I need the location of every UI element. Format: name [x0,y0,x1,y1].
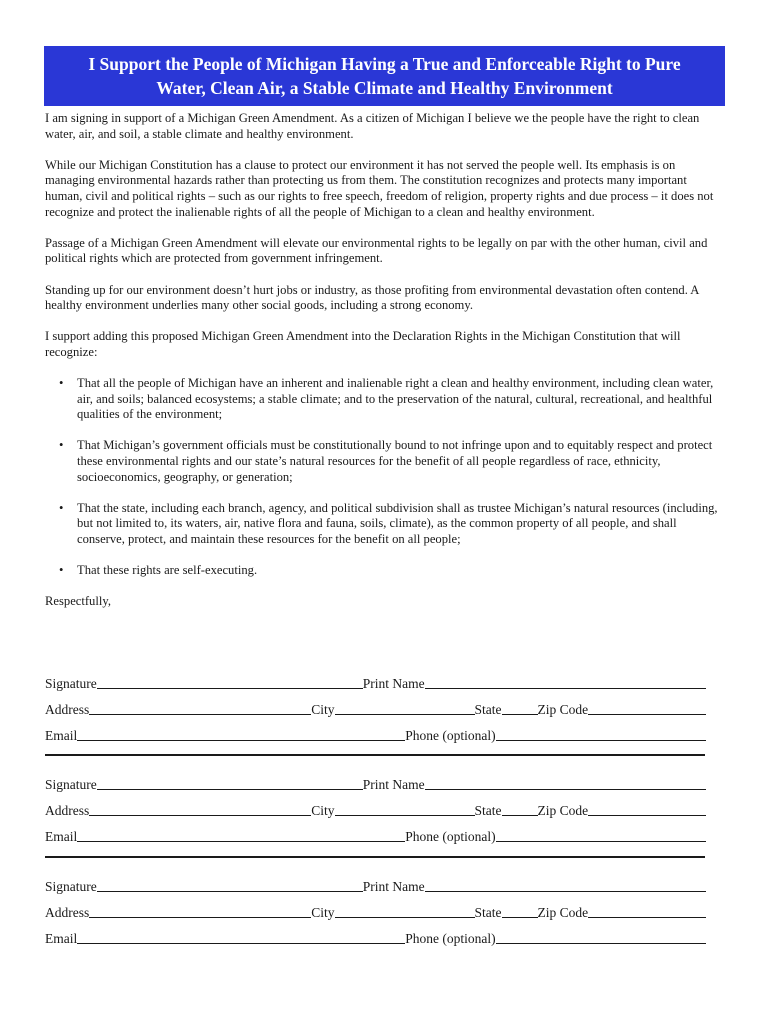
zip-label: Zip Code [537,702,589,717]
signature-block-2 [45,767,706,845]
address-label: Address [45,702,90,717]
signature-block-3 [45,869,706,947]
phone-label: Phone (optional) [405,931,496,946]
zip-field[interactable] [588,904,706,918]
zip-field[interactable] [588,701,706,715]
title-line-1: I Support the People of Michigan Having a True and Enforceable Right to Pure [88,54,681,74]
city-label: City [311,905,335,920]
list-item: • That the state, including each branch, agency, and political subdivision shall as trustee Michigan’s natural resources (including, but not limited to, its waters, air, native flora and fauna, soils, climate), as the common property of all people, and shall conserve, protect, and maintain these resources for the benefit on all people; [77,501,725,548]
list-item: • That these rights are self-executing. [77,563,725,579]
state-field[interactable] [502,701,538,715]
phone-label: Phone (optional) [405,728,496,743]
zip-label: Zip Code [537,803,589,818]
print-name-label: Print Name [362,879,425,894]
city-field[interactable] [335,904,475,918]
signature-label: Signature [45,676,97,691]
petition-body [45,111,725,626]
section-divider [45,754,705,756]
email-field[interactable] [77,828,405,842]
print-name-label: Print Name [362,676,425,691]
city-label: City [311,803,335,818]
print-name-field[interactable] [425,776,706,790]
email-field[interactable] [77,930,405,944]
signature-label: Signature [45,777,97,792]
state-label: State [474,905,502,920]
city-field[interactable] [335,701,475,715]
city-field[interactable] [335,802,475,816]
phone-field[interactable] [496,727,706,741]
rights-list [45,376,725,579]
zip-field[interactable] [588,802,706,816]
list-item: • That all the people of Michigan have an inherent and inalienable right a clean and healthy environment, including clean water, air, and soils; balanced ecosystems; a stable climate; and to the preservation of the natural, cultural, recreational, and healthful qualities of the environment; [77,376,725,423]
email-label: Email [45,829,78,844]
phone-field[interactable] [496,930,706,944]
address-field[interactable] [89,802,311,816]
paragraph-intro: I am signing in support of a Michigan Green Amendment. As a citizen of Michigan I believe we the people have the right to clean water, air, and soil, a stable climate and healthy environment. [45,111,700,141]
signature-field[interactable] [97,675,363,689]
paragraph-economy: Standing up for our environment doesn’t hurt jobs or industry, as those profiting from environmental devastation often contend. A healthy environment underlies many other social goods, including a strong economy. [45,282,699,313]
print-name-field[interactable] [425,878,706,892]
paragraph-passage: Passage of a Michigan Green Amendment will elevate our environmental rights to be legally on par with the other human, civil and political rights which are protected from government infringement. [45,235,708,266]
address-label: Address [45,803,90,818]
title-banner [44,46,725,106]
email-label: Email [45,931,78,946]
signature-field[interactable] [97,776,363,790]
signature-block-1 [45,666,706,744]
phone-label: Phone (optional) [405,829,496,844]
state-label: State [474,803,502,818]
paragraph-support: I support adding this proposed Michigan Green Amendment into the Declaration Rights in the Michigan Constitution that will recognize: [45,329,681,359]
state-field[interactable] [502,802,538,816]
city-label: City [311,702,335,717]
signature-label: Signature [45,879,97,894]
title-line-2: Water, Clean Air, a Stable Climate and Healthy Environment [156,78,613,98]
state-field[interactable] [502,904,538,918]
zip-label: Zip Code [537,905,589,920]
list-item: • That Michigan’s government officials must be constitutionally bound to not infringe upon and to equitably respect and protect these environmental rights and our state’s natural resources for the benefit of all people regardless of race, ethnicity, socioeconomics, geography, or generation; [77,438,725,485]
paragraph-constitution: While our Michigan Constitution has a clause to protect our environment it has not served the people well. Its emphasis is on managing environmental hazards rather than protecting us from them. The constitution recognizes and protects many important human, civil and political rights – such as our rights to free speech, freedom of religion, property rights and due process – it does not recognize and protect the inalienable rights of all the people of Michigan to a clean and healthy environment. [45,157,714,219]
email-field[interactable] [77,727,405,741]
print-name-label: Print Name [362,777,425,792]
address-label: Address [45,905,90,920]
state-label: State [474,702,502,717]
email-label: Email [45,728,78,743]
address-field[interactable] [89,701,311,715]
signature-field[interactable] [97,878,363,892]
phone-field[interactable] [496,828,706,842]
closing-text: Respectfully, [45,594,111,609]
print-name-field[interactable] [425,675,706,689]
address-field[interactable] [89,904,311,918]
section-divider [45,856,705,858]
